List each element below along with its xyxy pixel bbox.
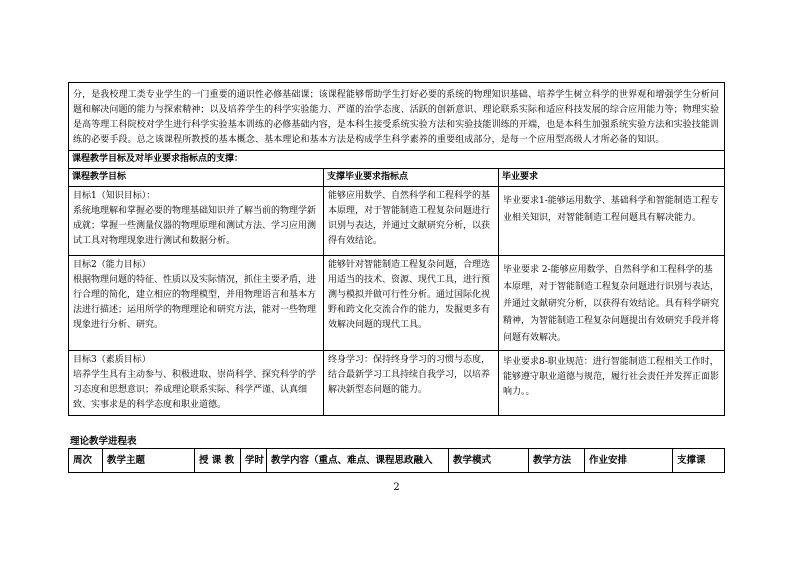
- goal-text: 培养学生具有主动参与、积极进取、崇尚科学、探究科学的学习态度和思想意识；养成理论联系实际、科学严谨、认真细致、实事求是的科学态度和职业道德。: [73, 370, 317, 410]
- section-title: 课程教学目标及对毕业要求指标点的支撑：: [69, 151, 725, 169]
- page-number: 2: [393, 482, 400, 493]
- requirement-cell: 毕业要求 2-能够应用数学、自然科学和工程科学的基本原理，对于智能制造工程复杂问题进行识别与表达，并通过文献研究分析，以获得有效结论。具有科学研究精神，为智能制造工程复杂问题提出有效研究手段并将问题有效解决。: [499, 256, 725, 351]
- schedule-header-row: [69, 449, 725, 473]
- header-requirement: 毕业要求: [499, 169, 725, 187]
- indicator-cell: 能够针对智能制造工程复杂问题，合理选用适当的技术、资源、现代工具，进行预测与模拟并做可行性分析。通过国际化视野和跨文化交流合作的能力，发掘更多有效解决问题的现代工具。: [324, 256, 499, 351]
- objective-cell: [69, 187, 324, 256]
- schedule-title: 理论教学进程表: [70, 436, 137, 447]
- goal-title: 目标2（能力目标）: [73, 260, 151, 270]
- schedule-header-content: 教学内容（重点、难点、课程思政融入: [267, 449, 449, 473]
- indicator-cell: 终身学习：保持终身学习的习惯与态度，结合最新学习工具持续自我学习，以培养解决新型态问题的能力。: [324, 351, 499, 416]
- objective-row: [69, 187, 725, 256]
- objective-row: [69, 351, 725, 416]
- requirement-cell: 毕业要求1-能够运用数学、基础科学和智能制造工程专业相关知识，对智能制造工程问题具有解决能力。: [499, 187, 725, 256]
- schedule-header-teacher: 授 课 教: [195, 449, 241, 473]
- objective-cell: [69, 256, 324, 351]
- schedule-header-assignment: 作业安排: [585, 449, 673, 473]
- schedule-table: [68, 448, 725, 473]
- requirement-cell: 毕业要求8-职业规范：进行智能制造工程相关工作时，能够遵守职业道德与规范，履行社会责任并发挥正面影响力。。: [499, 351, 725, 416]
- schedule-header-hours: 学时: [241, 449, 267, 473]
- goal-text: 根据物理问题的特征、性质以及实际情况，抓住主要矛盾，进行合理的简化，建立相应的物理模型，并用物理语言和基本方法进行描述；运用所学的物理理论和研究方法，能对一些物理现象进行分析、研究。: [73, 275, 317, 330]
- schedule-header-method: 教学方法: [529, 449, 585, 473]
- intro-paragraph: 分，是我校理工类专业学生的一门重要的通识性必修基础课；该课程能够帮助学生打好必要的系统的物理知识基础、培养学生树立科学的世界观和增强学生分析问题和解决问题的能力与探索精神；以及培养学生的科学实验能力、严谨的治学态度、活跃的创新意识、理论联系实际和适应科技发展的综合应用能力等；物理实验是高等理工科院校对学生进行科学实验基本训练的必修基础内容，是本科生接受系统实验方法和实验技能训练的开端，也是本科生加强系统实验方法和实验技能训练的必要手段。总之该课程所教授的基本概念、基本理论和基本方法是构成学生科学素养的重要组成部分，是每一个应用型高级人才所必备的知识。: [69, 83, 725, 151]
- goal-title: 目标1（知识目标）：: [73, 191, 156, 201]
- objective-cell: [69, 351, 324, 416]
- schedule-header-support: 支撑课: [673, 449, 725, 473]
- schedule-header-mode: 教学模式: [449, 449, 529, 473]
- header-course-objective: 课程教学目标: [69, 169, 324, 187]
- header-indicator: 支撑毕业要求指标点: [324, 169, 499, 187]
- goal-title: 目标3（素质目标）: [73, 355, 151, 365]
- indicator-cell: 能够应用数学、自然科学和工程科学的基本原理，对于智能制造工程复杂问题进行识别与表达，并通过文献研究分析，以获得有效结论。: [324, 187, 499, 256]
- goal-text: 系统地理解和掌握必要的物理基础知识并了解当前的物理学新成就；掌握一些测量仪器的物理原理和测试方法、学习应用测试工具对物理现象进行测试和数据分析。: [73, 206, 317, 246]
- objective-row: [69, 256, 725, 351]
- schedule-header-week: 周次: [69, 449, 103, 473]
- schedule-header-topic: 教学主题: [103, 449, 195, 473]
- course-objectives-table: [68, 82, 725, 416]
